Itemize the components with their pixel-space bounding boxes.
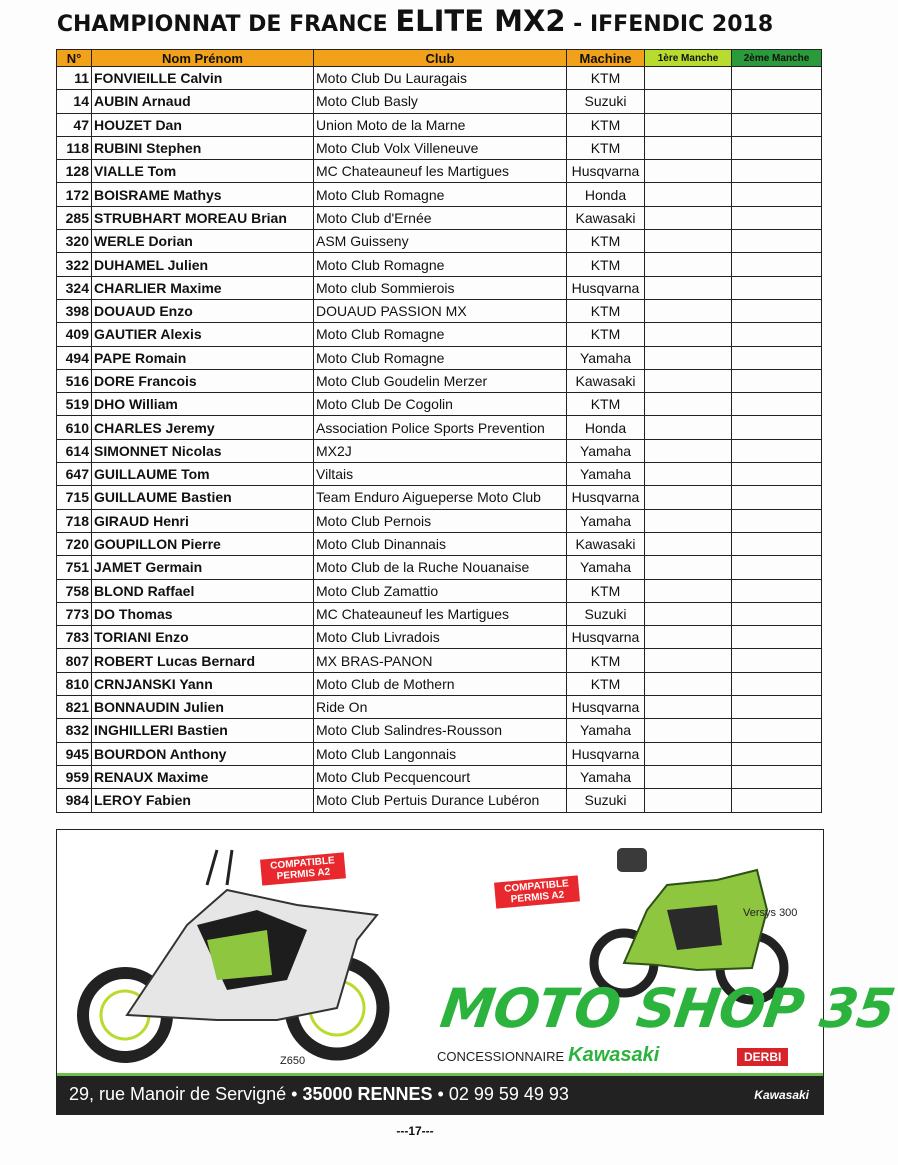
cell-manche-1 [645, 696, 732, 719]
cell-manche-1 [645, 463, 732, 486]
cell-club: Moto Club Pernois [314, 509, 567, 532]
cell-manche-1 [645, 299, 732, 322]
cell-manche-1 [645, 323, 732, 346]
cell-machine: Husqvarna [567, 486, 645, 509]
table-row [57, 556, 822, 579]
cell-club: Team Enduro Aigueperse Moto Club [314, 486, 567, 509]
cell-club: Moto Club de la Ruche Nouanaise [314, 556, 567, 579]
cell-name: JAMET Germain [92, 556, 314, 579]
model-caption-versys: Versys 300 [743, 907, 798, 919]
cell-manche-1 [645, 439, 732, 462]
cell-club: Moto Club Salindres-Rousson [314, 719, 567, 742]
cell-name: PAPE Romain [92, 346, 314, 369]
cell-manche-2 [732, 369, 822, 392]
cell-club: Moto Club Zamattio [314, 579, 567, 602]
cell-club: Moto Club Livradois [314, 626, 567, 649]
cell-manche-2 [732, 253, 822, 276]
cell-club: Moto Club Goudelin Merzer [314, 369, 567, 392]
cell-club: Association Police Sports Prevention [314, 416, 567, 439]
cell-manche-1 [645, 393, 732, 416]
cell-number: 47 [57, 113, 92, 136]
entries-table [56, 49, 822, 813]
cell-manche-2 [732, 626, 822, 649]
cell-manche-1 [645, 183, 732, 206]
cell-machine: KTM [567, 299, 645, 322]
cell-manche-1 [645, 369, 732, 392]
cell-club: Moto Club Basly [314, 90, 567, 113]
cell-manche-2 [732, 649, 822, 672]
cell-number: 398 [57, 299, 92, 322]
cell-machine: Honda [567, 416, 645, 439]
cell-manche-2 [732, 532, 822, 555]
cell-machine: Kawasaki [567, 369, 645, 392]
cell-manche-2 [732, 160, 822, 183]
cell-club: MX2J [314, 439, 567, 462]
derbi-logo: DERBI [737, 1048, 788, 1066]
cell-manche-2 [732, 719, 822, 742]
cell-number: 324 [57, 276, 92, 299]
table-row [57, 532, 822, 555]
cell-manche-1 [645, 626, 732, 649]
cell-number: 821 [57, 696, 92, 719]
header-manche-1: 1ère Manche [645, 50, 732, 67]
cell-name: TORIANI Enzo [92, 626, 314, 649]
cell-club: Moto Club d'Ernée [314, 206, 567, 229]
cell-manche-1 [645, 556, 732, 579]
cell-manche-1 [645, 719, 732, 742]
cell-name: SIMONNET Nicolas [92, 439, 314, 462]
cell-club: Moto Club Volx Villeneuve [314, 136, 567, 159]
cell-manche-1 [645, 416, 732, 439]
table-row [57, 579, 822, 602]
cell-name: BOISRAME Mathys [92, 183, 314, 206]
page-number: ---17--- [396, 1124, 434, 1138]
cell-machine: KTM [567, 113, 645, 136]
cell-machine: KTM [567, 136, 645, 159]
cell-manche-2 [732, 789, 822, 812]
table-row [57, 393, 822, 416]
cell-machine: KTM [567, 579, 645, 602]
cell-number: 128 [57, 160, 92, 183]
cell-machine: Yamaha [567, 346, 645, 369]
table-row [57, 649, 822, 672]
header-club: Club [314, 50, 567, 67]
table-row [57, 463, 822, 486]
table-row [57, 183, 822, 206]
cell-manche-2 [732, 672, 822, 695]
cell-manche-1 [645, 579, 732, 602]
table-row [57, 626, 822, 649]
advertisement [56, 829, 898, 1115]
cell-club: Union Moto de la Marne [314, 113, 567, 136]
cell-club: Moto Club de Mothern [314, 672, 567, 695]
cell-name: DO Thomas [92, 602, 314, 625]
cell-name: GIRAUD Henri [92, 509, 314, 532]
cell-number: 409 [57, 323, 92, 346]
cell-name: CHARLIER Maxime [92, 276, 314, 299]
cell-manche-1 [645, 67, 732, 90]
cell-manche-2 [732, 696, 822, 719]
cell-machine: KTM [567, 253, 645, 276]
table-row [57, 602, 822, 625]
cell-number: 715 [57, 486, 92, 509]
cell-number: 720 [57, 532, 92, 555]
model-caption-z650: Z650 [280, 1055, 306, 1067]
cell-machine: Suzuki [567, 602, 645, 625]
cell-manche-2 [732, 765, 822, 788]
cell-machine: Husqvarna [567, 276, 645, 299]
table-row [57, 67, 822, 90]
page-title [0, 4, 830, 38]
cell-manche-1 [645, 742, 732, 765]
cell-club: Moto Club Dinannais [314, 532, 567, 555]
address-phone: • 02 99 59 49 93 [432, 1084, 569, 1104]
cell-machine: KTM [567, 67, 645, 90]
cell-machine: Suzuki [567, 90, 645, 113]
cell-club: Moto Club Pecquencourt [314, 765, 567, 788]
cell-number: 614 [57, 439, 92, 462]
cell-club: Ride On [314, 696, 567, 719]
cell-manche-2 [732, 183, 822, 206]
cell-number: 322 [57, 253, 92, 276]
cell-name: BOURDON Anthony [92, 742, 314, 765]
address-city: 35000 RENNES [302, 1084, 433, 1104]
cell-machine: Suzuki [567, 789, 645, 812]
cell-name: RENAUX Maxime [92, 765, 314, 788]
cell-manche-2 [732, 206, 822, 229]
address [69, 1084, 569, 1105]
compatible-a2-badge-2: COMPATIBLE PERMIS A2 [494, 875, 580, 908]
cell-name: CRNJANSKI Yann [92, 672, 314, 695]
cell-number: 832 [57, 719, 92, 742]
table-row [57, 719, 822, 742]
cell-name: VIALLE Tom [92, 160, 314, 183]
cell-club: Viltais [314, 463, 567, 486]
table-row [57, 369, 822, 392]
table-row [57, 696, 822, 719]
cell-name: RUBINI Stephen [92, 136, 314, 159]
cell-number: 172 [57, 183, 92, 206]
cell-number: 647 [57, 463, 92, 486]
cell-manche-2 [732, 486, 822, 509]
kawasaki-footer-logo: Kawasaki [754, 1088, 809, 1102]
table-row [57, 323, 822, 346]
cell-manche-2 [732, 136, 822, 159]
title-part-3: - IFFENDIC 2018 [565, 12, 774, 37]
cell-club: Moto Club Pertuis Durance Lubéron [314, 789, 567, 812]
cell-club: MC Chateauneuf les Martigues [314, 602, 567, 625]
table-row [57, 136, 822, 159]
cell-club: Moto Club Romagne [314, 346, 567, 369]
cell-number: 320 [57, 230, 92, 253]
table-body [57, 67, 822, 813]
cell-manche-1 [645, 113, 732, 136]
cell-name: GAUTIER Alexis [92, 323, 314, 346]
cell-manche-2 [732, 602, 822, 625]
cell-number: 751 [57, 556, 92, 579]
cell-machine: Husqvarna [567, 160, 645, 183]
table-row [57, 206, 822, 229]
cell-name: STRUBHART MOREAU Brian [92, 206, 314, 229]
dealer-line [437, 1044, 659, 1067]
motorcycle-illustrations [57, 830, 898, 1114]
address-street: 29, rue Manoir de Servigné • [69, 1084, 303, 1104]
cell-manche-2 [732, 393, 822, 416]
cell-name: INGHILLERI Bastien [92, 719, 314, 742]
cell-name: GOUPILLON Pierre [92, 532, 314, 555]
cell-manche-1 [645, 206, 732, 229]
table-row [57, 160, 822, 183]
cell-manche-1 [645, 602, 732, 625]
cell-number: 758 [57, 579, 92, 602]
cell-machine: Kawasaki [567, 532, 645, 555]
cell-manche-1 [645, 789, 732, 812]
table-row [57, 416, 822, 439]
cell-manche-2 [732, 113, 822, 136]
table-row [57, 672, 822, 695]
table-row [57, 346, 822, 369]
cell-number: 984 [57, 789, 92, 812]
cell-name: BLOND Raffael [92, 579, 314, 602]
cell-manche-1 [645, 486, 732, 509]
cell-club: Moto Club De Cogolin [314, 393, 567, 416]
table-row [57, 439, 822, 462]
cell-manche-1 [645, 672, 732, 695]
cell-machine: KTM [567, 323, 645, 346]
table-row [57, 299, 822, 322]
cell-machine: Yamaha [567, 509, 645, 532]
cell-name: WERLE Dorian [92, 230, 314, 253]
cell-club: MC Chateauneuf les Martigues [314, 160, 567, 183]
cell-name: DHO William [92, 393, 314, 416]
cell-manche-1 [645, 160, 732, 183]
cell-manche-2 [732, 346, 822, 369]
cell-manche-1 [645, 136, 732, 159]
cell-manche-1 [645, 509, 732, 532]
cell-manche-1 [645, 532, 732, 555]
table-row [57, 789, 822, 812]
cell-name: BONNAUDIN Julien [92, 696, 314, 719]
cell-machine: Yamaha [567, 719, 645, 742]
z650-motorcycle-image [83, 850, 383, 1057]
cell-machine: Yamaha [567, 439, 645, 462]
table-row [57, 253, 822, 276]
header-machine: Machine [567, 50, 645, 67]
cell-name: FONVIEILLE Calvin [92, 67, 314, 90]
cell-number: 14 [57, 90, 92, 113]
cell-number: 959 [57, 765, 92, 788]
cell-manche-1 [645, 276, 732, 299]
cell-machine: Husqvarna [567, 696, 645, 719]
cell-manche-2 [732, 276, 822, 299]
cell-name: DUHAMEL Julien [92, 253, 314, 276]
cell-machine: Yamaha [567, 556, 645, 579]
cell-manche-2 [732, 509, 822, 532]
compatible-a2-badge-1: COMPATIBLE PERMIS A2 [260, 852, 346, 885]
cell-number: 810 [57, 672, 92, 695]
cell-number: 494 [57, 346, 92, 369]
cell-name: LEROY Fabien [92, 789, 314, 812]
cell-number: 11 [57, 67, 92, 90]
cell-machine: Husqvarna [567, 626, 645, 649]
cell-name: GUILLAUME Tom [92, 463, 314, 486]
cell-manche-2 [732, 463, 822, 486]
cell-machine: KTM [567, 672, 645, 695]
header-manche-2: 2ème Manche [732, 50, 822, 67]
header-name: Nom Prénom [92, 50, 314, 67]
cell-manche-1 [645, 346, 732, 369]
cell-manche-2 [732, 439, 822, 462]
cell-machine: Honda [567, 183, 645, 206]
cell-number: 118 [57, 136, 92, 159]
title-part-2: ELITE MX2 [395, 4, 566, 38]
cell-manche-1 [645, 230, 732, 253]
cell-manche-1 [645, 649, 732, 672]
cell-machine: Kawasaki [567, 206, 645, 229]
cell-manche-2 [732, 579, 822, 602]
cell-machine: KTM [567, 393, 645, 416]
table-row [57, 230, 822, 253]
cell-name: HOUZET Dan [92, 113, 314, 136]
cell-club: Moto Club Romagne [314, 323, 567, 346]
cell-machine: KTM [567, 649, 645, 672]
cell-name: DORE Francois [92, 369, 314, 392]
cell-number: 516 [57, 369, 92, 392]
cell-manche-2 [732, 299, 822, 322]
table-row [57, 486, 822, 509]
cell-manche-2 [732, 67, 822, 90]
cell-club: Moto Club Romagne [314, 183, 567, 206]
cell-club: DOUAUD PASSION MX [314, 299, 567, 322]
kawasaki-brand: Kawasaki [568, 1044, 660, 1066]
table-row [57, 276, 822, 299]
cell-club: Moto Club Romagne [314, 253, 567, 276]
cell-machine: Yamaha [567, 765, 645, 788]
cell-manche-2 [732, 416, 822, 439]
cell-number: 773 [57, 602, 92, 625]
table-row [57, 765, 822, 788]
cell-club: MX BRAS-PANON [314, 649, 567, 672]
cell-club: Moto Club Du Lauragais [314, 67, 567, 90]
cell-number: 945 [57, 742, 92, 765]
cell-number: 783 [57, 626, 92, 649]
cell-name: ROBERT Lucas Bernard [92, 649, 314, 672]
table-header-row [57, 50, 822, 67]
cell-club: Moto club Sommierois [314, 276, 567, 299]
cell-number: 610 [57, 416, 92, 439]
cell-name: GUILLAUME Bastien [92, 486, 314, 509]
cell-machine: Husqvarna [567, 742, 645, 765]
cell-manche-2 [732, 556, 822, 579]
title-part-1: CHAMPIONNAT DE FRANCE [56, 12, 396, 37]
cell-manche-2 [732, 323, 822, 346]
cell-manche-2 [732, 742, 822, 765]
cell-club: ASM Guisseny [314, 230, 567, 253]
cell-manche-2 [732, 230, 822, 253]
cell-manche-1 [645, 765, 732, 788]
cell-machine: KTM [567, 230, 645, 253]
dealer-label: CONCESSIONNAIRE [437, 1049, 565, 1064]
table-row [57, 113, 822, 136]
cell-machine: Yamaha [567, 463, 645, 486]
cell-manche-1 [645, 253, 732, 276]
cell-number: 285 [57, 206, 92, 229]
cell-manche-2 [732, 90, 822, 113]
cell-number: 807 [57, 649, 92, 672]
cell-club: Moto Club Langonnais [314, 742, 567, 765]
cell-number: 519 [57, 393, 92, 416]
cell-name: DOUAUD Enzo [92, 299, 314, 322]
table-row [57, 742, 822, 765]
cell-manche-1 [645, 90, 732, 113]
address-bar [57, 1073, 823, 1114]
cell-name: AUBIN Arnaud [92, 90, 314, 113]
table-row [57, 509, 822, 532]
cell-number: 718 [57, 509, 92, 532]
header-num: N° [57, 50, 92, 67]
shop-name: MOTO SHOP 35 [436, 977, 898, 1040]
cell-name: CHARLES Jeremy [92, 416, 314, 439]
table-row [57, 90, 822, 113]
